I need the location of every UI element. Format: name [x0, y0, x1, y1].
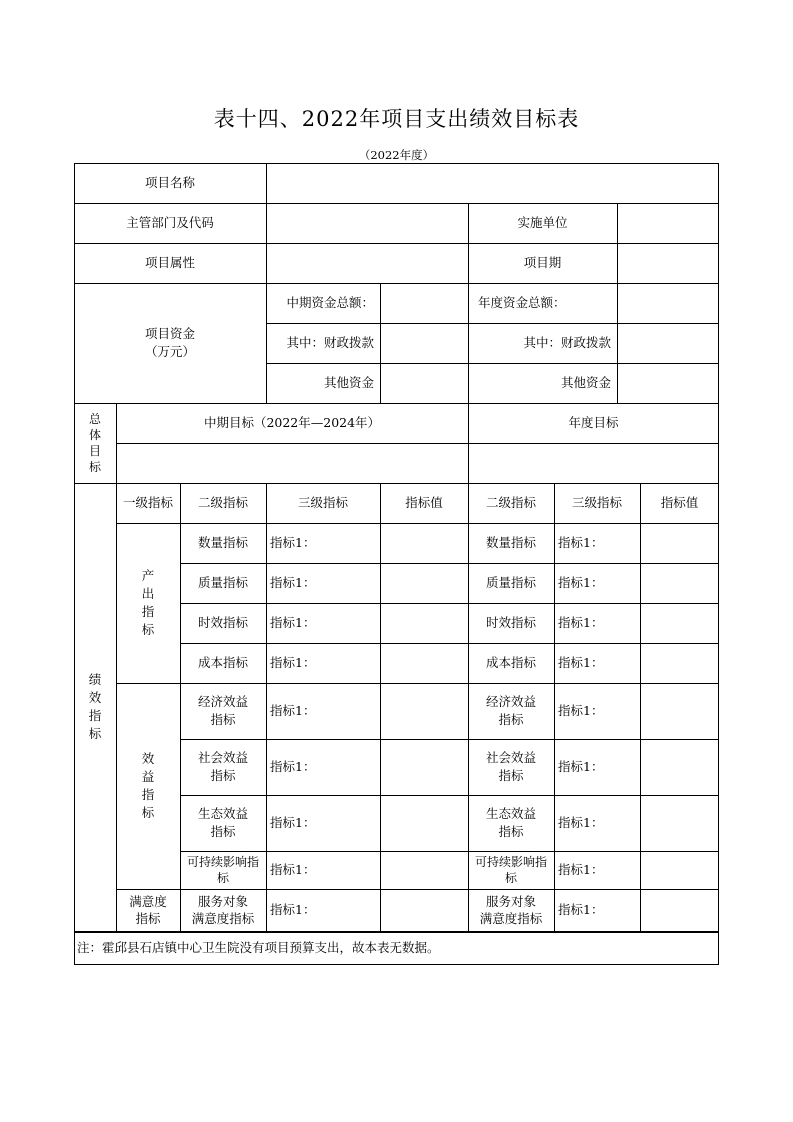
row6-level3: 指标1： — [270, 759, 316, 774]
row1-level3-annual: 指标1： — [558, 535, 604, 550]
grid-line — [266, 163, 267, 403]
row8-level2: 可持续影响指 标 — [186, 855, 259, 885]
annual-fiscal-label: 其中：财政拨款 — [523, 335, 611, 350]
grid-line — [266, 483, 267, 931]
grid-line — [116, 523, 719, 524]
row4-level2-annual: 成本指标 — [485, 655, 536, 670]
row1-level2-annual: 数量指标 — [485, 535, 536, 550]
satisfaction-indicators-label: 满意度 指标 — [129, 894, 167, 926]
grid-line — [640, 483, 641, 931]
grid-line — [180, 563, 719, 564]
row5-level2: 经济效益 指标 — [197, 694, 248, 727]
row6-level3-annual: 指标1： — [558, 759, 604, 774]
grid-line — [74, 483, 719, 484]
department-code-label: 主管部门及代码 — [126, 215, 214, 230]
page-subtitle: （2022年度） — [358, 148, 435, 162]
annual-other-label: 其他资金 — [560, 375, 611, 390]
row6-level2: 社会效益 指标 — [197, 750, 248, 783]
midterm-total-label: 中期资金总额： — [286, 295, 374, 310]
row8-level3: 指标1： — [270, 862, 316, 877]
midterm-other-label: 其他资金 — [323, 375, 374, 390]
col-level2-header-annual: 二级指标 — [485, 495, 536, 510]
grid-line — [180, 643, 719, 644]
row2-level2: 质量指标 — [197, 575, 248, 590]
grid-line — [180, 795, 719, 796]
annual-goal-label: 年度目标 — [568, 415, 619, 430]
row9-level3: 指标1： — [270, 902, 316, 917]
row2-level2-annual: 质量指标 — [485, 575, 536, 590]
row8-level3-annual: 指标1： — [558, 862, 604, 877]
grid-line — [180, 739, 719, 740]
project-funds-label: 项目资金 （万元） — [144, 326, 195, 359]
grid-line — [116, 889, 719, 890]
grid-line — [116, 443, 719, 444]
row7-level2-annual: 生态效益 指标 — [485, 806, 536, 839]
row3-level3: 指标1： — [270, 615, 316, 630]
implementing-unit-label: 实施单位 — [517, 215, 568, 230]
grid-line — [554, 483, 555, 931]
row3-level2: 时效指标 — [197, 615, 248, 630]
row6-level2-annual: 社会效益 指标 — [485, 750, 536, 783]
project-name-label: 项目名称 — [144, 175, 195, 190]
grid-line — [180, 603, 719, 604]
row7-level3-annual: 指标1： — [558, 815, 604, 830]
grid-line — [468, 203, 469, 403]
overall-goal-label: 总 体 目 标 — [88, 412, 101, 474]
grid-line — [266, 363, 719, 364]
grid-line — [116, 403, 117, 931]
row9-level2: 服务对象 满意度指标 — [191, 894, 255, 926]
midterm-fiscal-label: 其中：财政拨款 — [286, 335, 374, 350]
row4-level2: 成本指标 — [197, 655, 248, 670]
row5-level3-annual: 指标1： — [558, 703, 604, 718]
grid-line — [468, 403, 469, 931]
page-title: 表十四、2022年项目支出绩效目标表 — [213, 107, 580, 131]
annual-total-label: 年度资金总额： — [478, 295, 566, 310]
grid-line — [180, 483, 181, 931]
row7-level2: 生态效益 指标 — [197, 806, 248, 839]
row8-level2-annual: 可持续影响指 标 — [474, 855, 547, 885]
project-period-label: 项目期 — [523, 255, 562, 270]
grid-line — [74, 403, 719, 404]
row2-level3: 指标1： — [270, 575, 316, 590]
table-note: 注：霍邱县石店镇中心卫生院没有项目预算支出，故本表无数据。 — [77, 940, 440, 955]
row7-level3: 指标1： — [270, 815, 316, 830]
grid-line — [266, 323, 719, 324]
performance-indicators-label: 绩 效 指 标 — [88, 672, 102, 741]
col-level1-header: 一级指标 — [122, 495, 173, 510]
row1-level3: 指标1： — [270, 535, 316, 550]
grid-line — [116, 683, 719, 684]
benefit-indicators-label: 效 益 指 标 — [141, 751, 155, 820]
row5-level2-annual: 经济效益 指标 — [485, 694, 536, 727]
col-level3-header-annual: 三级指标 — [571, 495, 622, 510]
grid-line — [74, 243, 719, 244]
row2-level3-annual: 指标1： — [558, 575, 604, 590]
col-level3-header: 三级指标 — [297, 495, 348, 510]
row5-level3: 指标1： — [270, 703, 316, 718]
col-value-header: 指标值 — [405, 495, 443, 510]
col-level2-header: 二级指标 — [197, 495, 248, 510]
output-indicators-label: 产 出 指 标 — [141, 568, 155, 637]
grid-line — [74, 203, 719, 204]
grid-line — [74, 283, 719, 284]
grid-line — [380, 283, 381, 403]
grid-line — [74, 931, 719, 933]
project-attribute-label: 项目属性 — [144, 255, 195, 270]
project-name-value — [266, 163, 719, 203]
col-value-header-annual: 指标值 — [660, 495, 699, 510]
midterm-goal-label: 中期目标（2022年—2024年） — [203, 415, 381, 430]
row9-level2-annual: 服务对象 满意度指标 — [479, 894, 543, 926]
grid-line — [617, 203, 618, 403]
grid-line — [380, 483, 381, 931]
row3-level2-annual: 时效指标 — [485, 615, 536, 630]
performance-goal-table — [74, 163, 719, 965]
row1-level2: 数量指标 — [197, 535, 248, 550]
row4-level3: 指标1： — [270, 655, 316, 670]
row9-level3-annual: 指标1： — [558, 902, 604, 917]
department-code-value — [266, 203, 468, 243]
row3-level3-annual: 指标1： — [558, 615, 604, 630]
grid-line — [180, 851, 719, 852]
row4-level3-annual: 指标1： — [558, 655, 604, 670]
